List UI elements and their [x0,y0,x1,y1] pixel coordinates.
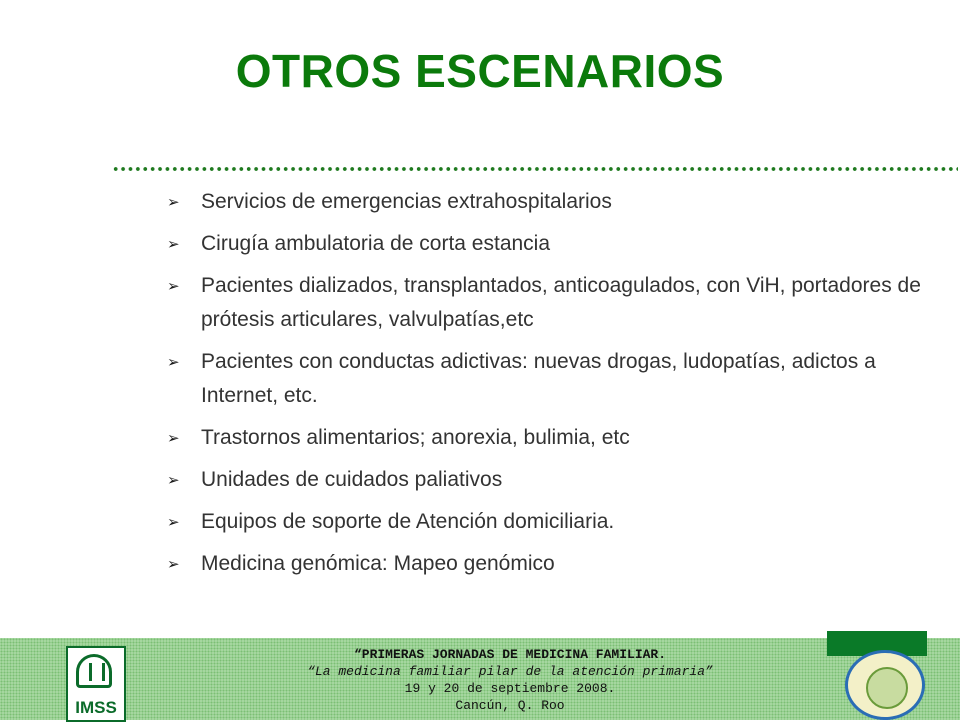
arrow-bullet-icon: ➢ [167,429,180,447]
event-dates: 19 y 20 de septiembre 2008. [404,681,616,696]
seal-emblem-icon [845,650,925,720]
list-item-text: Servicios de emergencias extrahospitalarios [201,190,612,213]
list-item [165,269,925,337]
arrow-bullet-icon: ➢ [167,513,180,531]
logo-text: IMSS [75,698,117,717]
list-item [165,421,925,455]
event-location: Cancún, Q. Roo [455,698,565,713]
list-item-text: Unidades de cuidados paliativos [201,468,503,491]
arrow-bullet-icon: ➢ [167,277,180,295]
list-item-text: Cirugía ambulatoria de corta estancia [201,232,551,255]
imss-logo [66,646,126,722]
arrow-bullet-icon: ➢ [167,471,180,489]
arrow-bullet-icon: ➢ [167,353,180,371]
event-slogan: “La medicina familiar pilar de la atención primaria” [307,664,713,679]
list-item-text: Medicina genómica: Mapeo genómico [201,552,555,575]
footer-event-info [200,646,820,714]
list-item-text: Pacientes con conductas adictivas: nuevas drogas, ludopatías, adictos a Internet, etc. [201,350,876,407]
list-item [165,463,925,497]
list-item [165,185,925,219]
list-item-text: Trastornos alimentarios; anorexia, bulimia, etc [201,426,630,449]
list-item [165,227,925,261]
list-item-text: Pacientes dializados, transplantados, anticoagulados, con ViH, portadores de prótesis articulares, valvulpatías,etc [201,274,921,331]
arrow-bullet-icon: ➢ [167,235,180,253]
list-item [165,345,925,413]
list-item [165,505,925,539]
arrow-bullet-icon: ➢ [167,555,180,573]
slide-title: OTROS ESCENARIOS [235,45,725,97]
list-item-text: Equipos de soporte de Atención domiciliaria. [201,510,615,533]
imss-emblem-icon [76,654,112,688]
event-name: “PRIMERAS JORNADAS DE MEDICINA FAMILIAR. [353,647,667,662]
arrow-bullet-icon: ➢ [167,193,180,211]
dotted-divider [112,165,958,173]
list-item [165,547,925,581]
bullet-list [165,185,925,589]
